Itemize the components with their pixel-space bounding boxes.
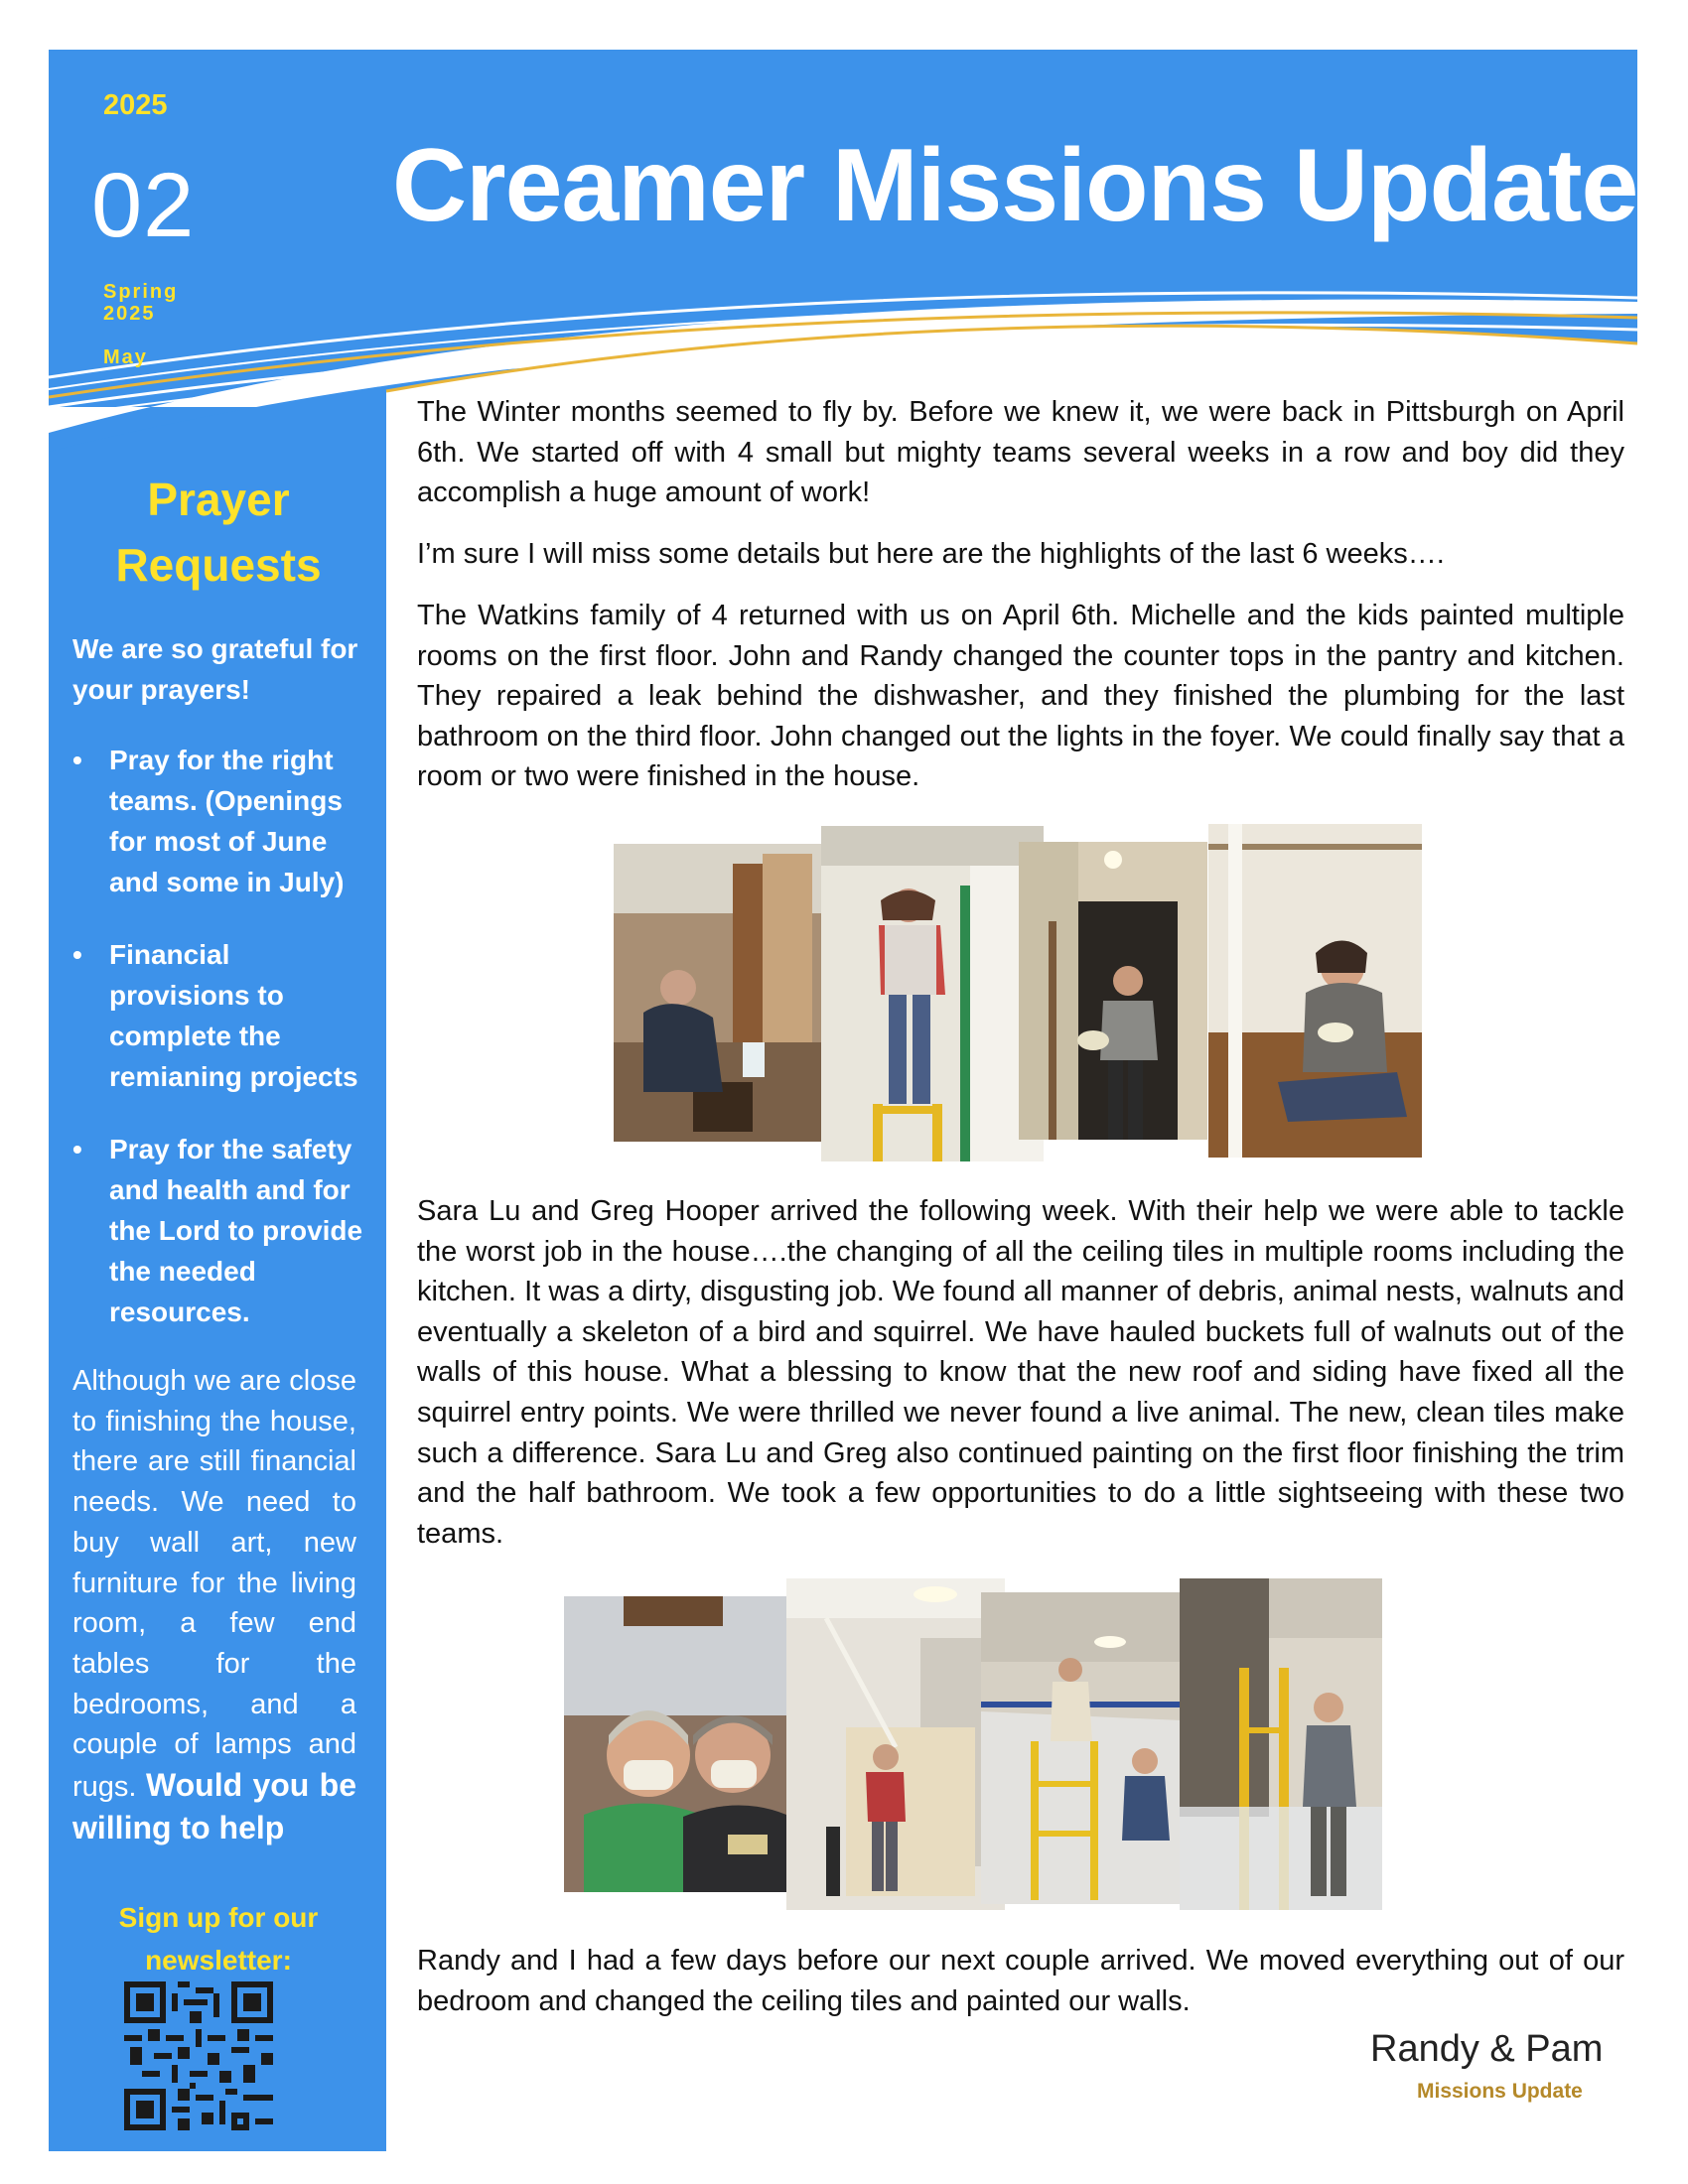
heading-line-2: Requests	[115, 539, 322, 591]
prayer-item: • Pray for the right teams. (Openings for most of June and some in July)	[72, 740, 370, 902]
signature-subtitle: Missions Update	[1417, 2080, 1583, 2103]
signup-line-2: newsletter:	[145, 1945, 292, 1976]
season-year: 2025	[103, 303, 156, 325]
article-paragraph-2: I’m sure I will miss some details but here are the highlights of the last 6 weeks….	[417, 538, 1445, 570]
photo-painting-doorway	[1019, 842, 1207, 1140]
qr-code-icon[interactable]	[124, 1981, 273, 2130]
issue-season	[103, 281, 178, 325]
photo-plumbing-work	[614, 844, 824, 1142]
season-name: Spring	[103, 281, 179, 303]
needs-ask: Would you be willing to help	[72, 1767, 356, 1845]
photo-selfie-masks	[564, 1596, 786, 1892]
prayer-list	[72, 740, 370, 1364]
article-paragraph-4: Sara Lu and Greg Hooper arrived the following week. With their help we were able to tackle the worst job in the house….the changing of all the ceiling tiles in multiple rooms including the kitchen. It was a dirty, disgusting job. We found all manner of debris, animal nests, walnuts and eventually a skeleton of a bird and squirrel. We have hauled buckets full of walnuts out of the walls of this house. What a blessing to know that the new roof and siding have fixed all the squirrel entry points. We were thrilled we never found a live animal. The new, clean tiles make such a difference. Sara Lu and Greg also continued painting on the first floor finishing the trim and the half bathroom. We took a few opportunities to do a little sightseeing with these two teams.	[417, 1195, 1624, 1550]
article-paragraph-3: The Watkins family of 4 returned with us on April 6th. Michelle and the kids painted multiple rooms on the first floor. John and Randy changed the counter tops in the pantry and kitchen. They repaired a leak behind the dishwasher, and they finished the plumbing for the last bathroom on the third floor. John changed out the lights in the foyer. We could finally say that a room or two were finished in the house.	[417, 600, 1624, 793]
article-paragraph-1: The Winter months seemed to fly by. Before we knew it, we were back in Pittsburgh on April 6th. We started off with 4 small but mighty teams several weeks in a row and boy did they accomplish a huge amount of work!	[417, 396, 1624, 509]
photo-painting-wall	[821, 826, 1044, 1161]
grateful-text: We are so grateful for your prayers!	[72, 633, 358, 705]
heading-line-1: Prayer	[147, 474, 290, 525]
issue-month: May	[103, 346, 148, 368]
issue-year: 2025	[103, 89, 168, 121]
photo-ceiling-crew	[1180, 1578, 1382, 1910]
photo-ceiling-tiles	[786, 1578, 1005, 1910]
prayer-item: • Pray for the safety and health and for the Lord to provide the needed resources.	[72, 1129, 370, 1332]
article-paragraph-5: Randy and I had a few days before our next couple arrived. We moved everything out of our bedroom and changed the ceiling tiles and painted our walls.	[417, 1945, 1624, 2017]
photo-painting-trim	[1208, 824, 1422, 1158]
signature-name: Randy & Pam	[1370, 2028, 1604, 2070]
newsletter-title: Creamer Missions Update	[392, 128, 1638, 243]
needs-body: Although we are close to finishing the house, there are still financial needs. We need to buy wall art, new furniture for the living room, a few end tables for the bedrooms, and a couple of lamps and rugs.	[72, 1365, 356, 1804]
prayer-requests-heading	[60, 467, 377, 598]
photo-ladder-work	[981, 1592, 1203, 1904]
newsletter-signup	[60, 1896, 377, 1981]
financial-needs-text	[72, 1361, 356, 1849]
issue-number: 02	[91, 155, 196, 256]
signup-line-1: Sign up for our	[118, 1902, 319, 1933]
prayer-item: • Financial provisions to complete the remianing projects	[72, 934, 370, 1097]
